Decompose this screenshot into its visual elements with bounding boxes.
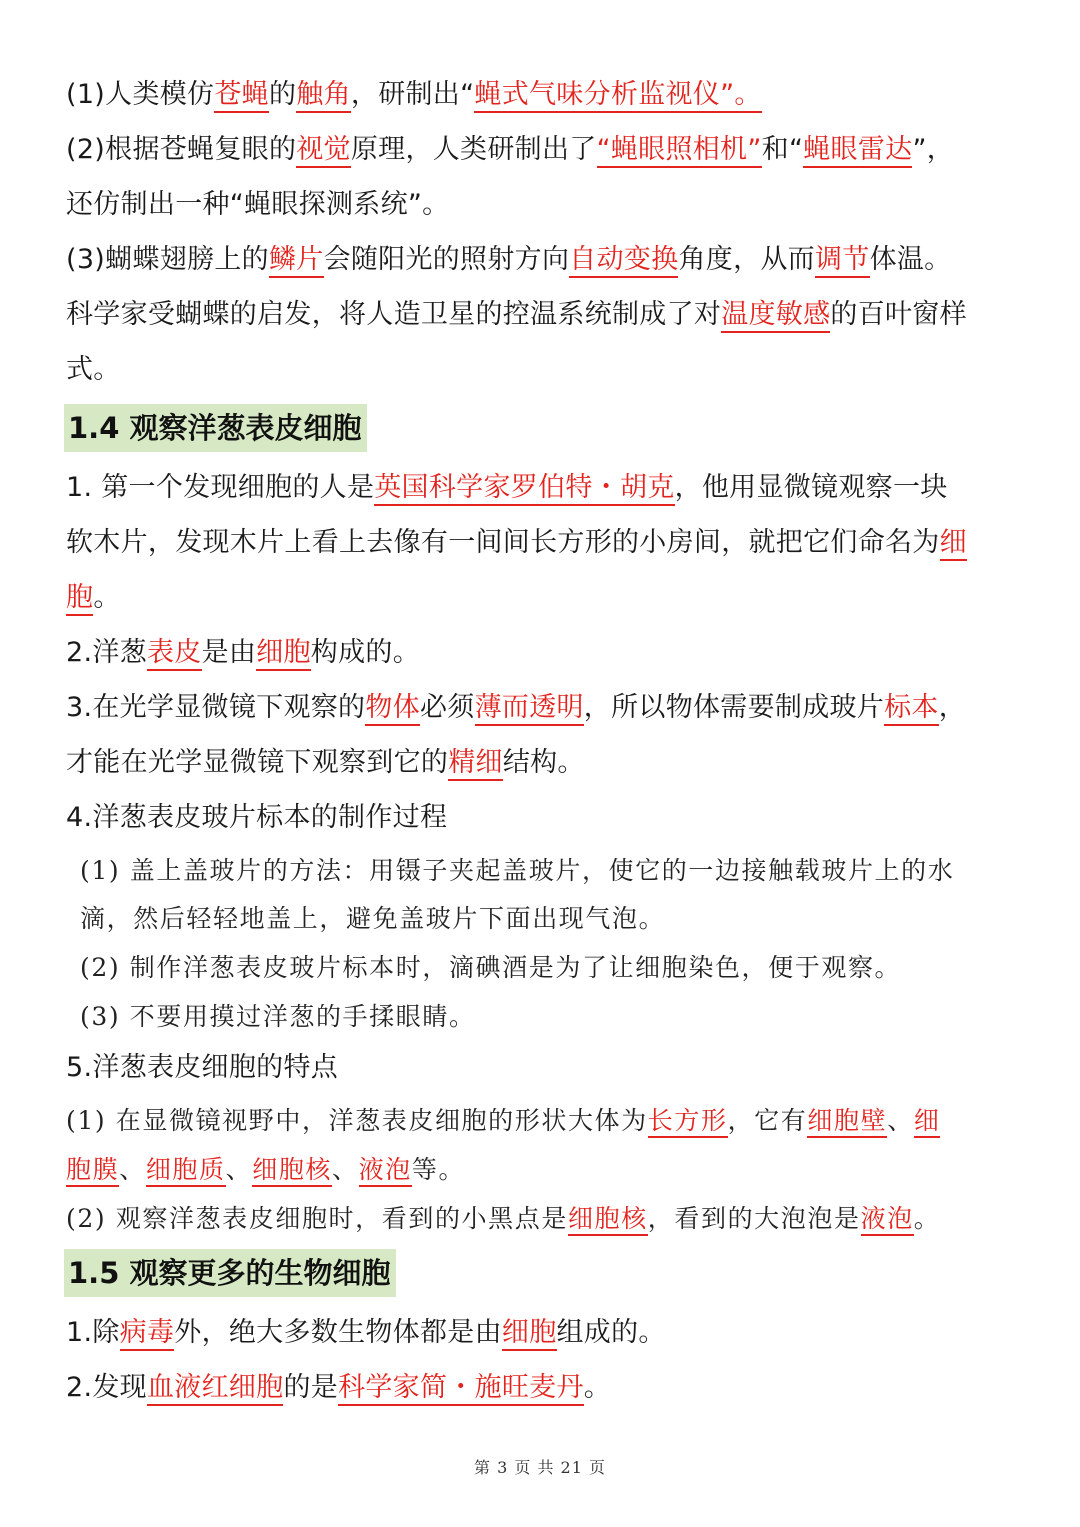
- text-segment: 5.洋葱表皮细胞的特点: [66, 1052, 339, 1083]
- text-line: [66, 352, 1020, 388]
- highlighted-term: 蝇眼雷达: [803, 134, 912, 168]
- highlighted-term: 物体: [365, 692, 420, 726]
- highlighted-term: 精细: [448, 747, 503, 781]
- highlighted-term: 细胞质: [146, 1155, 226, 1187]
- section-heading: 1.4 观察洋葱表皮细胞: [64, 404, 367, 452]
- text-segment: 。: [583, 1372, 612, 1403]
- highlighted-term: 科学家简・施旺麦丹: [338, 1372, 584, 1406]
- highlighted-term: 胞: [66, 582, 93, 616]
- highlighted-term: 苍蝇: [214, 79, 269, 113]
- highlighted-term: 温度敏感: [721, 299, 830, 333]
- text-line: [80, 999, 1020, 1035]
- text-segment: 、: [332, 1155, 359, 1184]
- text-line: [66, 1152, 1020, 1188]
- highlighted-term: 细胞: [256, 637, 311, 671]
- text-line: [66, 1315, 1020, 1351]
- text-segment: 还仿制出一种“蝇眼探测系统”。: [66, 189, 450, 220]
- highlighted-term: 鳞片: [269, 244, 324, 278]
- text-segment: 2.洋葱: [66, 637, 147, 668]
- highlighted-term: 薄而透明: [475, 692, 584, 726]
- text-line: [66, 635, 1020, 671]
- highlighted-term: 视觉: [296, 134, 351, 168]
- highlighted-term: 液泡: [359, 1155, 412, 1187]
- text-segment: 会随阳光的照射方向: [323, 244, 570, 275]
- text-segment: (2)根据苍蝇复眼的: [66, 134, 297, 165]
- text-line: [66, 132, 1020, 168]
- highlighted-term: 细: [940, 527, 967, 561]
- text-segment: 角度，从而: [678, 244, 815, 275]
- section-heading: 1.5 观察更多的生物细胞: [64, 1249, 396, 1297]
- text-segment: 才能在光学显微镜下观察到它的: [66, 747, 449, 778]
- highlighted-term: 触角: [296, 79, 351, 113]
- highlighted-term: 细胞壁: [807, 1106, 887, 1138]
- highlighted-term: 细胞: [502, 1317, 557, 1351]
- text-segment: ，: [938, 692, 967, 723]
- text-segment: ，研制出“: [350, 79, 475, 110]
- highlighted-term: 细胞核: [252, 1155, 332, 1187]
- text-segment: (2) 观察洋葱表皮细胞时，看到的小黑点是: [66, 1204, 568, 1233]
- text-line: [80, 950, 1020, 986]
- text-segment: 必须: [419, 692, 475, 723]
- text-segment: (2) 制作洋葱表皮玻片标本时，滴碘酒是为了让细胞染色，便于观察。: [80, 953, 902, 982]
- text-segment: 构成的。: [310, 637, 420, 668]
- text-segment: ，看到的大泡泡是: [647, 1204, 861, 1233]
- highlighted-term: 血液红细胞: [147, 1372, 284, 1406]
- highlighted-term: 表皮: [147, 637, 202, 671]
- highlighted-term: 调节: [815, 244, 870, 278]
- text-segment: ”，: [912, 134, 955, 165]
- text-segment: 、: [225, 1155, 253, 1184]
- text-segment: 的: [268, 79, 297, 110]
- highlighted-term: 蝇式气味分析监视仪”。: [474, 79, 761, 113]
- text-segment: ，所以物体需要制成玻片: [583, 692, 885, 723]
- text-line: [66, 1050, 1020, 1086]
- highlighted-term: 细胞核: [568, 1204, 648, 1236]
- text-segment: 。: [93, 582, 121, 613]
- text-line: [66, 690, 1020, 726]
- text-segment: ，他用显微镜观察一块: [674, 472, 948, 503]
- text-segment: 外，绝大多数生物体都是由: [174, 1317, 502, 1348]
- highlighted-term: 英国科学家罗伯特・胡克: [374, 472, 674, 506]
- text-segment: (3) 不要用摸过洋葱的手揉眼睛。: [80, 1002, 476, 1031]
- text-line: [80, 853, 1020, 889]
- text-line: [80, 901, 1020, 937]
- highlighted-term: 胞膜: [66, 1155, 119, 1187]
- highlighted-term: 自动变换: [569, 244, 678, 278]
- text-segment: 软木片，发现木片上看上去像有一间间长方形的小房间，就把它们命名为: [66, 527, 940, 558]
- page-footer: 第 3 页 共 21 页: [474, 1458, 606, 1477]
- text-segment: 4.洋葱表皮玻片标本的制作过程: [66, 802, 448, 833]
- text-line: [66, 1370, 1020, 1406]
- highlighted-term: 标本: [884, 692, 939, 726]
- text-segment: 科学家受蝴蝶的启发，将人造卫星的控温系统制成了对: [66, 299, 722, 330]
- text-line: [66, 470, 1020, 506]
- text-line: [66, 242, 1020, 278]
- text-segment: 、: [119, 1155, 146, 1184]
- highlighted-term: 长方形: [648, 1106, 728, 1138]
- highlighted-term: 病毒: [120, 1317, 175, 1351]
- text-line: [66, 525, 1020, 561]
- text-segment: 体温。: [869, 244, 952, 275]
- text-segment: 和“: [761, 134, 804, 165]
- text-line: [66, 745, 1020, 781]
- highlighted-term: 细: [914, 1106, 941, 1138]
- text-segment: 原理，人类研制出了: [350, 134, 597, 165]
- text-line: [66, 1103, 1020, 1139]
- text-segment: (1)人类模仿: [66, 79, 215, 110]
- text-segment: ，它有: [727, 1106, 808, 1135]
- text-segment: 结构。: [502, 747, 585, 778]
- text-segment: 式。: [66, 354, 121, 385]
- text-segment: 、: [887, 1106, 914, 1135]
- text-line: [66, 187, 1020, 223]
- text-segment: 。: [913, 1204, 941, 1233]
- text-segment: 的百叶窗样: [830, 299, 967, 330]
- text-segment: 2.发现: [66, 1372, 147, 1403]
- text-segment: (1) 在显微镜视野中，洋葱表皮细胞的形状大体为: [66, 1106, 648, 1135]
- text-line: [66, 800, 1020, 836]
- text-line: [66, 1201, 1020, 1237]
- text-segment: 的是: [283, 1372, 339, 1403]
- text-segment: 是由: [201, 637, 257, 668]
- text-segment: 1. 第一个发现细胞的人是: [66, 472, 375, 503]
- highlighted-term: “蝇眼照相机”: [597, 134, 762, 168]
- text-segment: 3.在光学显微镜下观察的: [66, 692, 366, 723]
- text-line: [66, 580, 1020, 616]
- text-segment: 等。: [411, 1155, 466, 1184]
- highlighted-term: 液泡: [861, 1204, 914, 1236]
- text-segment: (1) 盖上盖玻片的方法：用镊子夹起盖玻片，使它的一边接触载玻片上的水: [80, 856, 955, 885]
- text-segment: 1.除: [66, 1317, 120, 1348]
- text-line: [66, 297, 1020, 333]
- text-segment: (3)蝴蝶翅膀上的: [66, 244, 269, 275]
- text-segment: 滴，然后轻轻地盖上，避免盖玻片下面出现气泡。: [80, 904, 666, 933]
- text-line: [66, 77, 1020, 113]
- text-segment: 组成的。: [556, 1317, 666, 1348]
